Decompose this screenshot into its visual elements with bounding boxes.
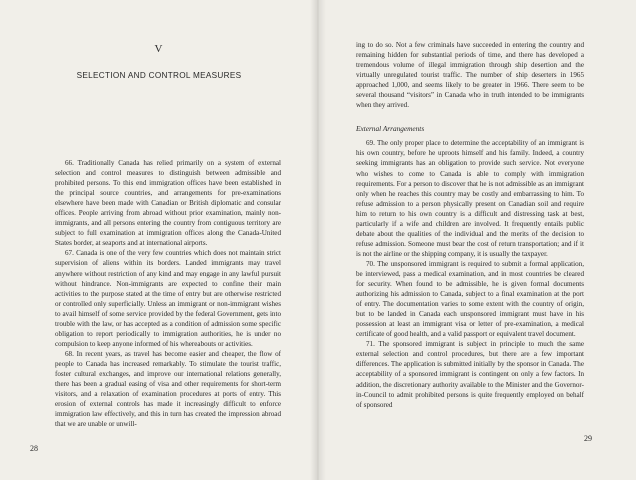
left-page-body	[55, 158, 281, 429]
paragraph-70: 70. The unsponsored immigrant is required to submit a formal application, be interviewed, pass a medical examination, and in most countries be cleared for security. When found to be admissible, he is given formal documents authorizing his admission to Canada, subject to a final examination at the port of entry. The documentation varies to some extent with the country of origin, but to be landed in Canada each unsponsored immigrant must have in his possession at least an immigrant visa or letter of pre-examination, a medical certificate of good health, and a valid passport or equivalent travel document.	[356, 259, 584, 339]
paragraph-69: 69. The only proper place to determine the acceptability of an immigrant is his own country, before he uproots himself and his family. Indeed, a country seeking immigrants has an obligation to provide such service. Not everyone who wishes to come to Canada is able to comply with immigration requirements. For a person to discover that he is not admissible as an immigrant only when he reaches this country may be costly and embarrassing to him. To refuse admission to a person physically present on Canadian soil and require him to return to his own country is a difficult and distressing task at best, particularly if a wife and children are involved. It frequently entails public debate about the qualities of the individual and the merits of the decision to refuse admission. Someone must bear the cost of return transportation; and if it is not the airline or the shipping company, it is usually the taxpayer.	[356, 139, 584, 258]
right-page	[318, 0, 636, 480]
chapter-number: V	[154, 43, 164, 55]
paragraph-68: 68. In recent years, as travel has become easier and cheaper, the flow of people to Canada has increased remarkably. To stimulate the tourist traffic, foster cultural exchanges, and improve our international relations generally, there has been a gradual easing of visa and other requirements for short-term visitors, and a relaxation of examination procedures at ports of entry. This erosion of external controls has made it increasingly difficult to enforce immigration law effectively, and this in turn has created the impression abroad that we are unable or unwill-	[55, 349, 281, 429]
paragraph-67: 67. Canada is one of the very few countries which does not maintain strict supervision of aliens within its borders. Landed immigrants may travel anywhere without restriction of any kind and may engage in any lawful pursuit without hindrance. Non-immigrants are expected to confine their main activities to the purpose stated at the time of entry but are otherwise restricted or controlled only superficially. Unless an immigrant or non-immigrant wishes to avail himself of some service provided by the federal Government, gets into trouble with the law, or has accepted as a condition of admission some specific obligation to report periodically to immigration authorities, he is under no compulsion to keep anyone informed of his whereabouts or activities.	[55, 249, 281, 348]
paragraph-71: 71. The sponsored immigrant is subject in principle to much the same external selection and control procedures, but there are a few important differences. The application is submitted initially by the sponsor in Canada. The acceptability of a sponsored immigrant is contingent on only a few factors. In addition, the discretionary authority available to the Minister and the Governor-in-Council to admit prohibited persons is quite frequently employed on behalf of sponsored	[356, 340, 584, 409]
paragraph-68-continuation: ing to do so. Not a few criminals have succeeded in entering the country and remaining hidden for substantial periods of time, and there has developed a tremendous volume of illegal immigration through ship desertion and the virtually unregulated tourist traffic. The number of ship deserters in 1965 approached 1,000, and seems likely to be greater in 1966. There seem to be several thousand “visitors” in Canada who in truth intended to be immigrants when they arrived.	[356, 41, 584, 110]
page-number-right: 29	[584, 434, 592, 443]
right-page-body	[356, 40, 584, 410]
section-subheading: External Arrangements	[356, 124, 425, 134]
paragraph-66: 66. Traditionally Canada has relied primarily on a system of external selection and control measures to distinguish between admissible and prohibited persons. To this end immigration offices have been established in the principal source countries, and arrangements for pre-examinations elsewhere have been made with Canadian or British diplomatic and consular offices. People arriving from abroad without prior examination, mainly non-immigrants, and all persons entering the country from contiguous territory are subject to full examination at immigration offices along the Canada-United States border, at seaports and at international airports.	[55, 159, 281, 248]
chapter-title: SELECTION AND CONTROL MEASURES	[76, 71, 242, 80]
page-number-left: 28	[30, 444, 38, 453]
book-gutter-shadow	[310, 0, 326, 480]
